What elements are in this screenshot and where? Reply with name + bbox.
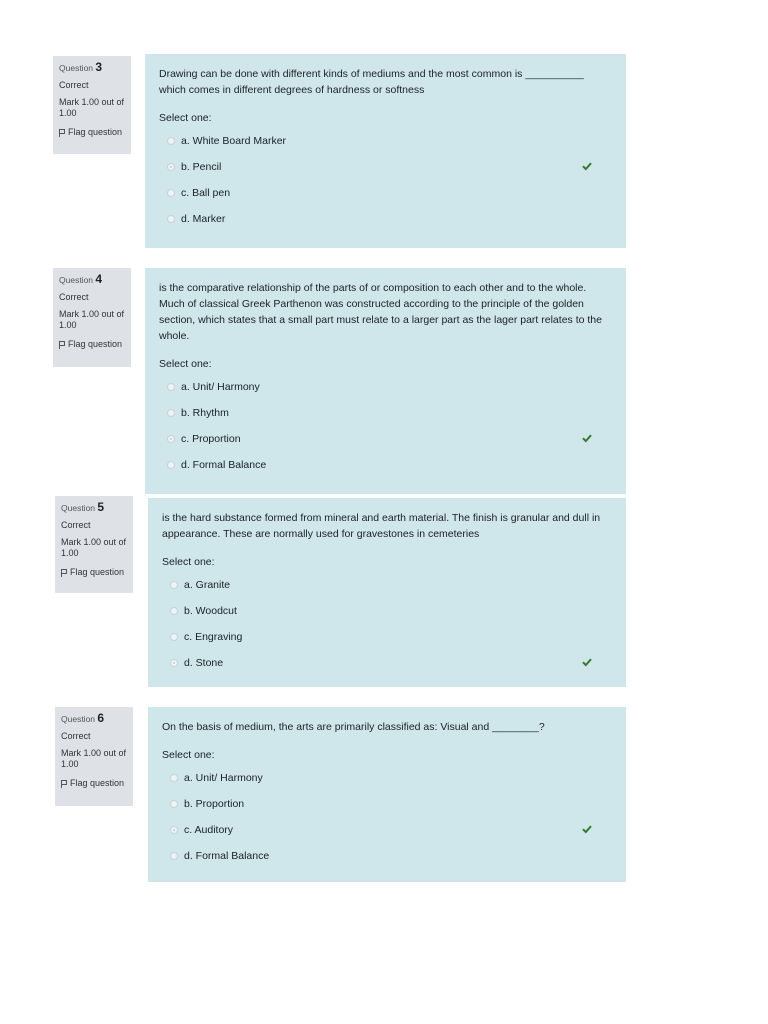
question-state: Correct — [59, 292, 89, 302]
question-info — [53, 56, 131, 154]
radio-button-selected[interactable] — [167, 163, 175, 171]
option-label: c. Auditory — [184, 824, 234, 836]
radio-button-selected[interactable] — [167, 435, 175, 443]
radio-button[interactable] — [170, 607, 178, 615]
radio-button[interactable] — [167, 215, 175, 223]
option-label: d. Stone — [184, 657, 224, 669]
question-5 — [0, 500, 768, 690]
flag-icon — [61, 780, 67, 788]
option-label: c. Proportion — [181, 433, 241, 445]
answer-option[interactable] — [159, 128, 612, 154]
select-one-prompt: Select one: — [159, 112, 212, 124]
checkmark-icon — [582, 162, 592, 170]
radio-button[interactable] — [170, 581, 178, 589]
question-number: Question 3 — [59, 60, 103, 74]
flag-label: Flag question — [68, 127, 123, 137]
flag-question-link[interactable] — [59, 127, 131, 138]
option-label: d. Formal Balance — [184, 850, 270, 862]
option-label: a. Unit/ Harmony — [181, 381, 260, 393]
radio-button-selected[interactable] — [170, 826, 178, 834]
radio-button-selected[interactable] — [170, 659, 178, 667]
question-info — [55, 496, 133, 593]
radio-button[interactable] — [170, 800, 178, 808]
question-content — [148, 498, 626, 687]
flag-question-link[interactable] — [61, 567, 133, 578]
answer-option[interactable] — [162, 598, 612, 624]
answer-option[interactable] — [159, 374, 612, 400]
question-content — [145, 54, 626, 248]
option-label: b. Woodcut — [184, 605, 237, 617]
option-label: a. Granite — [184, 579, 231, 591]
question-number: Question 5 — [61, 500, 105, 514]
select-one-prompt: Select one: — [162, 556, 215, 568]
flag-question-link[interactable] — [61, 778, 133, 789]
flag-icon — [61, 569, 67, 577]
question-content — [145, 268, 626, 494]
question-grade: Mark 1.00 out of 1.00 — [61, 537, 127, 558]
question-grade: Mark 1.00 out of 1.00 — [61, 748, 127, 769]
answer-option[interactable] — [162, 572, 612, 598]
answer-option[interactable] — [159, 400, 612, 426]
question-grade: Mark 1.00 out of 1.00 — [59, 309, 125, 330]
radio-button[interactable] — [167, 137, 175, 145]
checkmark-icon — [582, 658, 592, 666]
option-label: d. Formal Balance — [181, 459, 267, 471]
radio-button[interactable] — [170, 633, 178, 641]
question-number: Question 6 — [61, 711, 105, 725]
radio-button[interactable] — [167, 409, 175, 417]
checkmark-icon — [582, 825, 592, 833]
answer-option[interactable] — [159, 154, 612, 180]
question-number: Question 4 — [59, 272, 103, 286]
option-label: c. Ball pen — [181, 187, 231, 199]
option-label: b. Pencil — [181, 161, 222, 173]
radio-button[interactable] — [167, 383, 175, 391]
question-content — [148, 707, 626, 882]
question-state: Correct — [61, 520, 91, 530]
answer-option[interactable] — [159, 426, 612, 452]
flag-question-link[interactable] — [59, 339, 131, 350]
select-one-prompt: Select one: — [162, 749, 215, 761]
question-text: is the comparative relationship of the parts of or composition to each other and to the whole. Much of classical Greek Parthenon was constructed according to the principle of the golden section, which states that a small part must relate to a larger part as the lager part relates to the whole. — [159, 282, 602, 342]
question-info — [53, 268, 131, 367]
answer-option[interactable] — [159, 452, 612, 478]
option-label: a. Unit/ Harmony — [184, 772, 263, 784]
question-text: On the basis of medium, the arts are primarily classified as: Visual and ________? — [162, 721, 545, 733]
checkmark-icon — [582, 434, 592, 442]
question-state: Correct — [61, 731, 91, 741]
flag-icon — [59, 129, 65, 137]
answer-option[interactable] — [162, 765, 612, 791]
answer-option[interactable] — [162, 650, 612, 676]
question-state: Correct — [59, 80, 89, 90]
question-info — [55, 707, 133, 806]
radio-button[interactable] — [167, 461, 175, 469]
flag-icon — [59, 341, 65, 349]
question-grade: Mark 1.00 out of 1.00 — [59, 97, 125, 118]
flag-label: Flag question — [70, 778, 125, 788]
question-text: Drawing can be done with different kinds of mediums and the most common is __________ which comes in different degrees of hardness or softness — [159, 68, 584, 96]
answer-option[interactable] — [159, 180, 612, 206]
radio-button[interactable] — [167, 189, 175, 197]
answer-option[interactable] — [162, 624, 612, 650]
select-one-prompt: Select one: — [159, 358, 212, 370]
option-label: d. Marker — [181, 213, 226, 225]
answer-option[interactable] — [159, 206, 612, 232]
flag-label: Flag question — [68, 339, 123, 349]
question-text: is the hard substance formed from mineral and earth material. The finish is granular and dull in appearance. These are normally used for gravestones in cemeteries — [162, 512, 601, 540]
answer-option[interactable] — [162, 817, 612, 843]
answer-option[interactable] — [162, 791, 612, 817]
radio-button[interactable] — [170, 774, 178, 782]
radio-button[interactable] — [170, 852, 178, 860]
option-label: a. White Board Marker — [181, 135, 287, 147]
answer-option[interactable] — [162, 843, 612, 869]
option-label: b. Proportion — [184, 798, 245, 810]
option-label: b. Rhythm — [181, 407, 229, 419]
flag-label: Flag question — [70, 567, 125, 577]
option-label: c. Engraving — [184, 631, 243, 643]
